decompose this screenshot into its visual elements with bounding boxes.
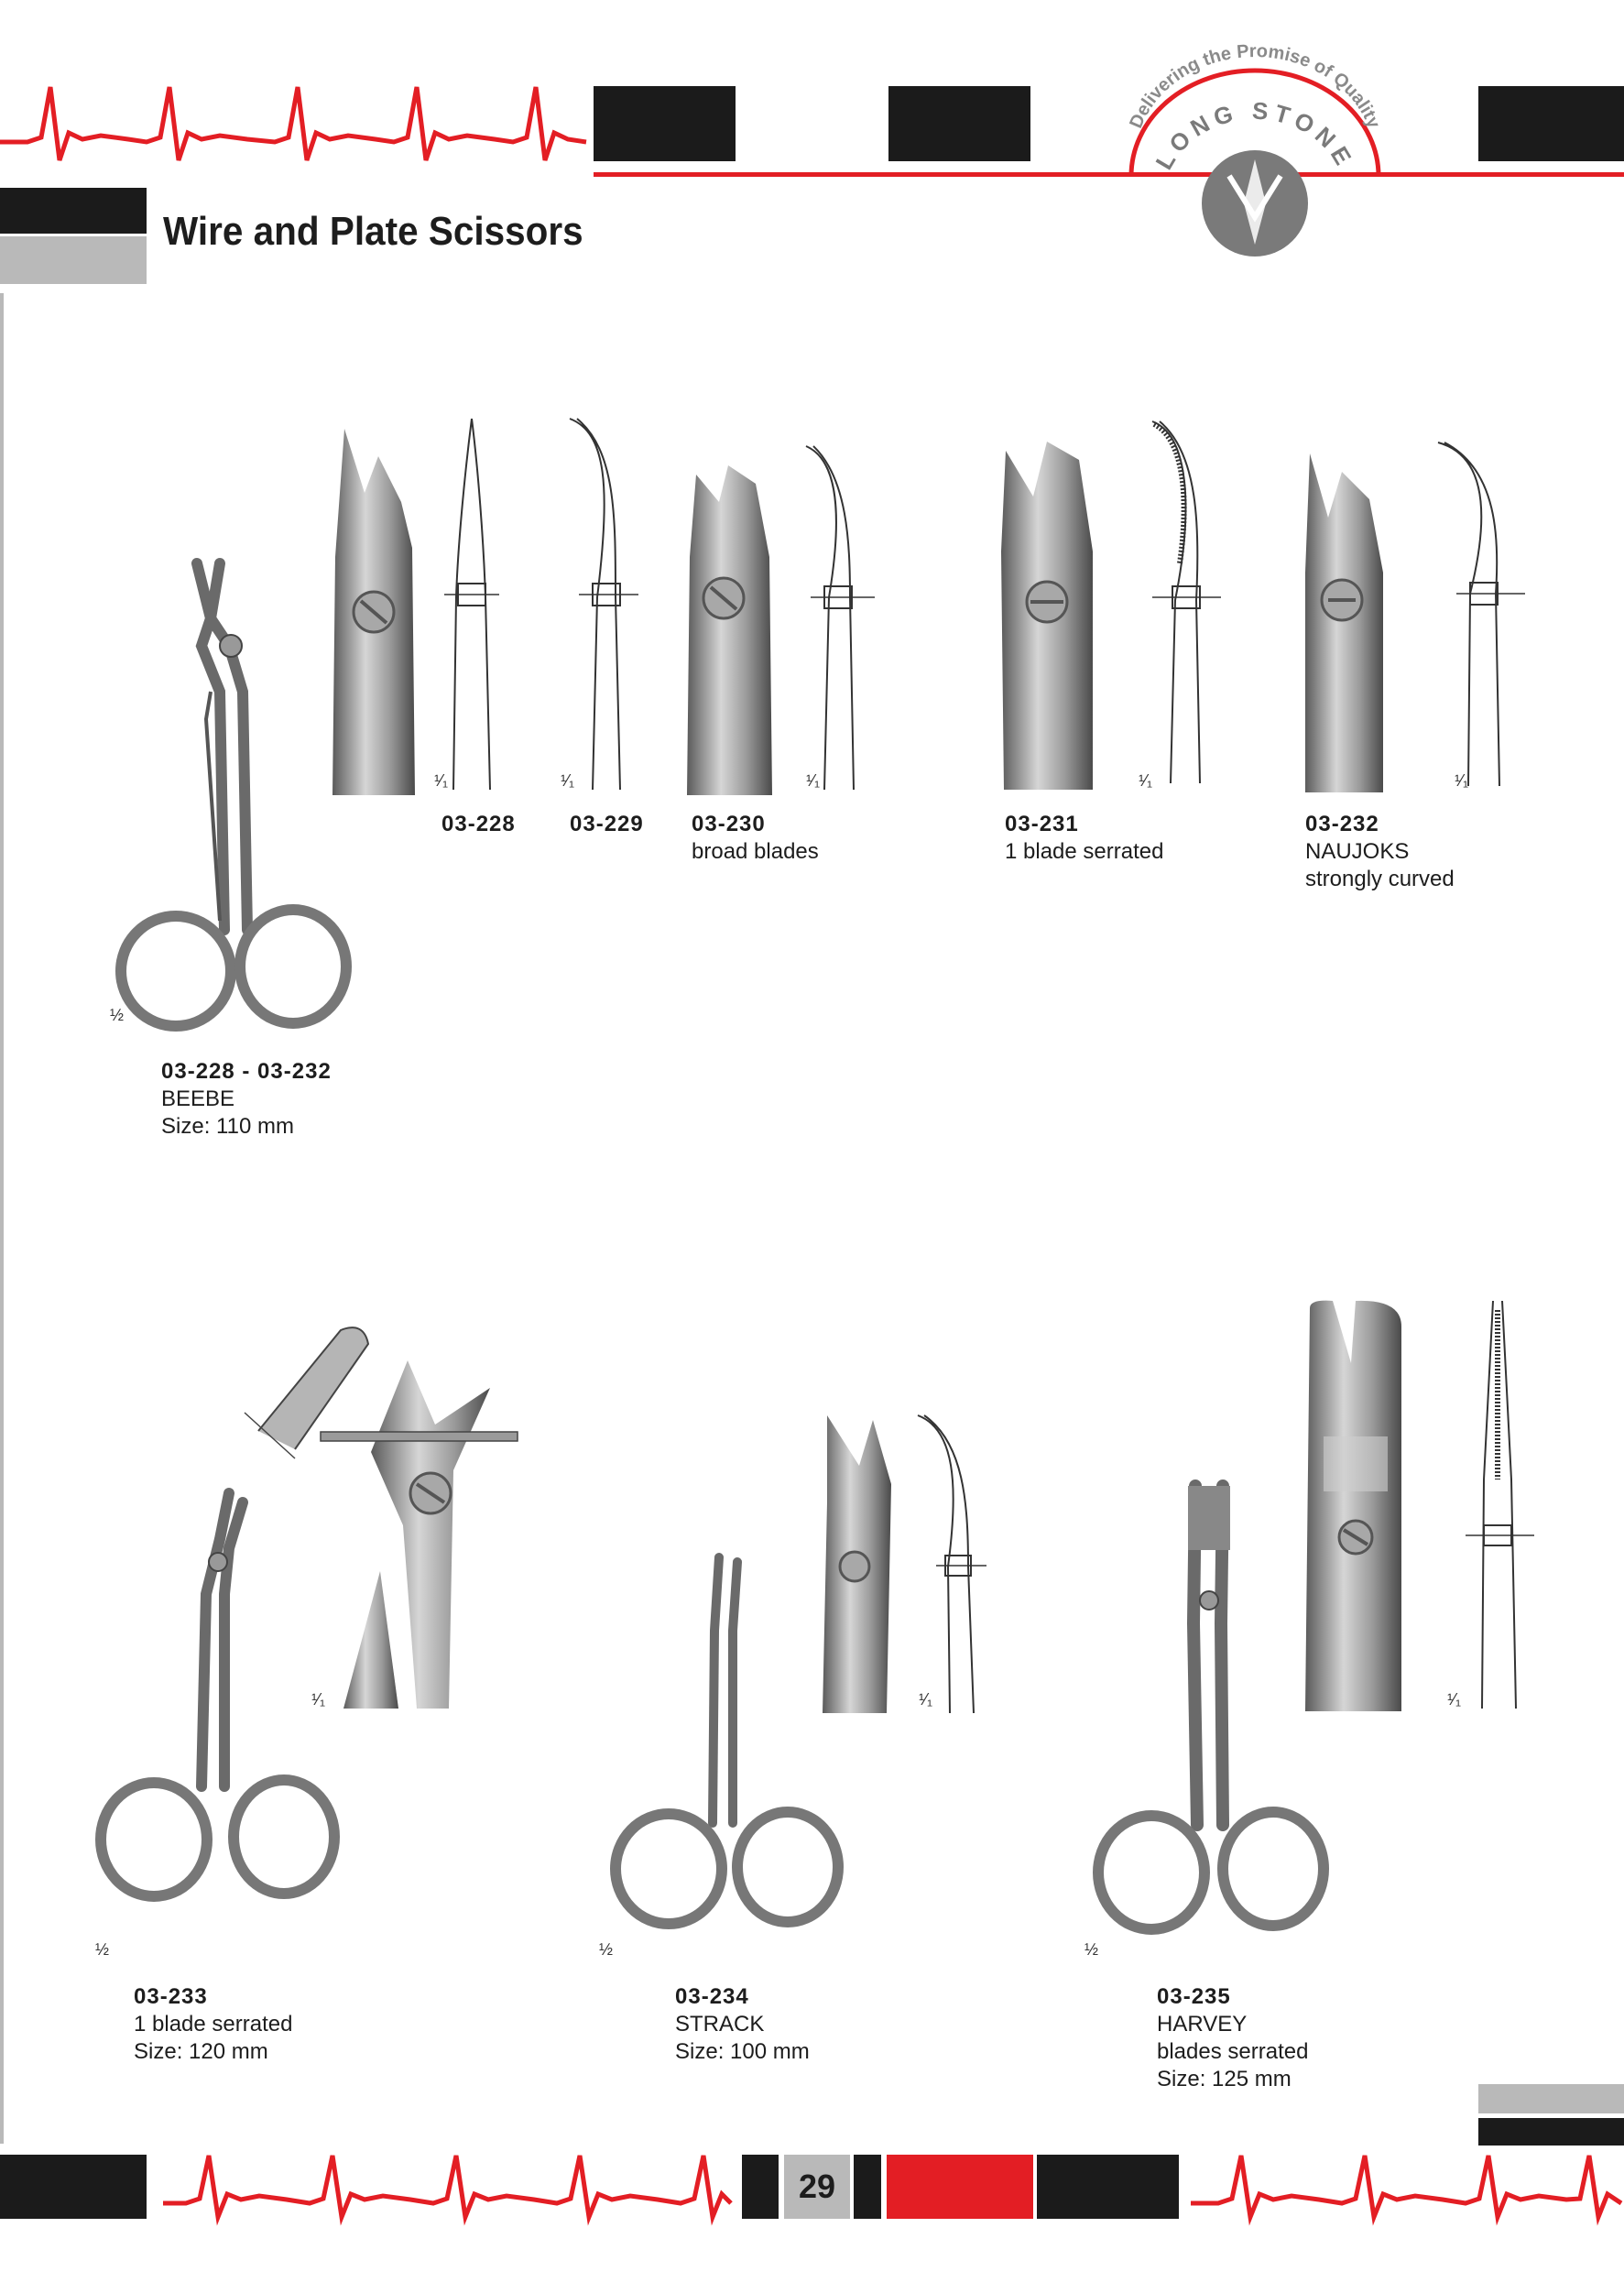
header-bar-3 (1478, 86, 1624, 161)
product-code: 03-235 (1157, 1984, 1231, 2009)
product-size: Size: 125 mm (1157, 2067, 1292, 2091)
caption-03-230 (692, 811, 819, 866)
footer-page-right-bar (854, 2155, 881, 2219)
ecg-line-bottom-right (1191, 2148, 1621, 2222)
ecg-line-top-left (0, 73, 586, 183)
profile-drawing-03-230 (797, 442, 879, 790)
footer-red-block (887, 2155, 1033, 2219)
scale-mark: ¹⁄₁ (919, 1690, 933, 1709)
profile-drawing-03-228 (440, 414, 504, 790)
scale-mark: ½ (95, 1940, 110, 1959)
profile-drawing-03-229 (561, 414, 643, 790)
product-code: 03-228 (441, 812, 516, 836)
profile-drawing-03-231 (1134, 417, 1226, 783)
product-size: Size: 120 mm (134, 2039, 268, 2064)
caption-beebe (161, 1058, 332, 1141)
product-code: 03-232 (1305, 812, 1379, 836)
product-code: 03-234 (675, 1984, 749, 2009)
product-name: NAUJOKS (1305, 839, 1410, 864)
logo-tagline: Delivering the Promise of Quality (1126, 40, 1384, 132)
product-name: BEEBE (161, 1086, 235, 1111)
footer-black-block (1037, 2155, 1179, 2219)
footer-right-gray-tab (1478, 2084, 1624, 2113)
product-name: HARVEY (1157, 2012, 1248, 2036)
scale-mark: ½ (1084, 1940, 1099, 1959)
svg-text:LONG STONE (1150, 96, 1359, 174)
product-size: Size: 100 mm (675, 2039, 810, 2064)
footer-left-bar (0, 2155, 147, 2219)
caption-03-234 (675, 1983, 810, 2066)
product-note: broad blades (692, 839, 819, 864)
ecg-line-bottom-left (163, 2148, 731, 2222)
scissors-03-235 (1085, 1477, 1342, 1953)
header-bar-1 (594, 86, 736, 161)
profile-drawing-03-232 (1433, 438, 1534, 786)
page-number: 29 (784, 2155, 850, 2219)
scale-mark: ½ (599, 1940, 614, 1959)
tip-photo-03-230 (682, 447, 783, 795)
scale-mark: ¹⁄₁ (806, 771, 821, 790)
title-bar-gray (0, 236, 147, 284)
scale-mark: ¹⁄₁ (1447, 1690, 1462, 1709)
product-code: 03-229 (570, 812, 644, 836)
caption-03-233 (134, 1983, 292, 2066)
profile-drawing-03-235 (1466, 1296, 1539, 1709)
tip-photo-03-232 (1301, 444, 1392, 792)
profile-drawing-03-234 (913, 1411, 986, 1713)
title-bar-black (0, 188, 147, 234)
product-note: strongly curved (1305, 867, 1455, 891)
product-note: blades serrated (1157, 2039, 1309, 2064)
caption-03-228 (441, 811, 516, 838)
scale-mark: ¹⁄₁ (1455, 771, 1469, 790)
header-bar-2 (888, 86, 1030, 161)
scale-mark: ¹⁄₁ (1139, 771, 1153, 790)
scissors-03-234 (605, 1548, 852, 1951)
scale-mark: ¹⁄₁ (434, 771, 449, 790)
caption-03-235 (1157, 1983, 1308, 2093)
left-edge-rule (0, 293, 4, 2144)
caption-03-229 (570, 811, 644, 838)
footer-right-black-tab (1478, 2118, 1624, 2146)
product-name: STRACK (675, 2012, 765, 2036)
product-size: Size: 110 mm (161, 1114, 294, 1139)
product-code: 03-228 - 03-232 (161, 1059, 332, 1084)
product-code: 03-231 (1005, 812, 1079, 836)
caption-03-232 (1305, 811, 1455, 893)
product-code: 03-230 (692, 812, 766, 836)
product-code: 03-233 (134, 1984, 208, 2009)
scissors-03-233 (92, 1484, 348, 1905)
footer-page-left-bar (742, 2155, 779, 2219)
scale-mark: ¹⁄₁ (311, 1690, 326, 1709)
scale-mark: ¹⁄₁ (561, 771, 575, 790)
brand-logo (1108, 40, 1401, 277)
scale-mark: ½ (110, 1006, 125, 1024)
product-note: 1 blade serrated (134, 2012, 293, 2036)
logo-brand: LONG STONE (1150, 96, 1360, 175)
tip-photo-03-231 (997, 423, 1106, 790)
product-note: 1 blade serrated (1005, 839, 1164, 864)
page-title: Wire and Plate Scissors (163, 209, 583, 254)
caption-03-231 (1005, 811, 1163, 866)
scissors-beebe (110, 554, 357, 1040)
